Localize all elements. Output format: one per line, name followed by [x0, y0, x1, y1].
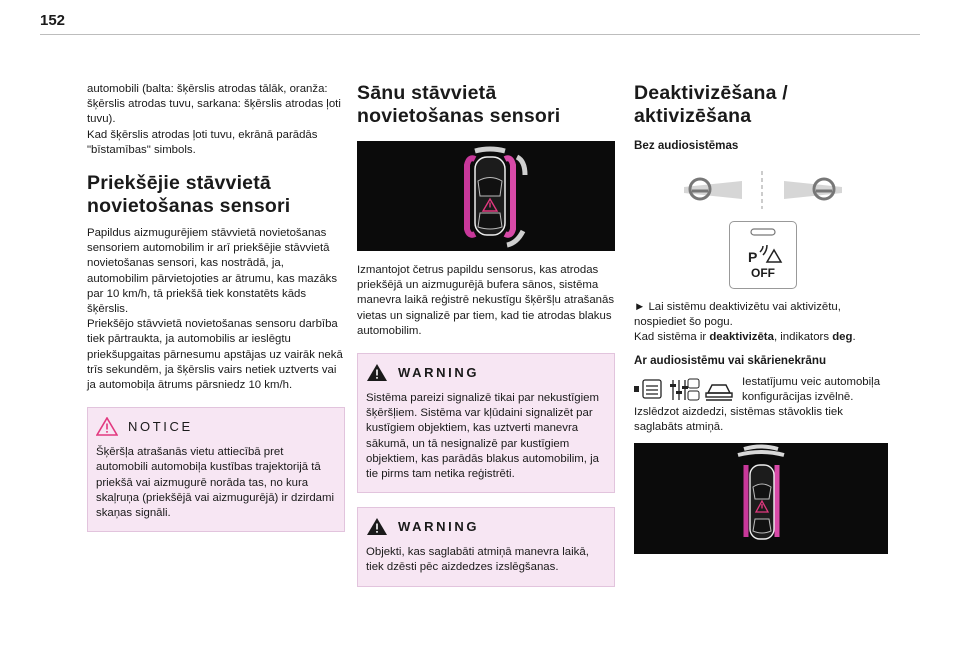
off-label: OFF — [751, 266, 775, 280]
front-sensors-body: Papildus aizmugurējiem stāvvietā novietošanas sensoriem automobilim ir arī priekšējie stāvvietā novietošanas sensori, kas nostrādā, ja, automobilim pārvietojoties ar ātrumu, kas mazāks par 10 km/h, tā priekšā tiek konstatēts kāds šķērslis. Priekšējo stāvvietā novietošanas sensoru darbība tiek pārtraukta, ja automobilis ar ieslēgtu priekšupgaitas pārnesumu apstājas uz vairāk nekā trīs sekundēm, ja šķērslis vairs netiek uztverts vai ja automobiļa ātrums pārsniedz 10 km/h. — [87, 227, 343, 392]
warning-title-1: WARNING — [398, 365, 480, 381]
status-on: deg — [832, 331, 853, 344]
side-sensors-heading: Sānu stāvvietā novietošanas sensori — [357, 82, 561, 127]
warning-text-1: Sistēma pareizi signalizē tikai par nekustīgiem šķēršļiem. Sistēma var kļūdaini signalizēt par kustīgiem objektiem, kas uztverti manevra sākumā, un tā nesignalizē par kustīgiem objektiem, kas parādās blakus automobilim, ja tie pirms tam netika reģistrēti. — [366, 392, 599, 481]
status-pre: Kad sistēma ir — [634, 331, 710, 344]
without-audio-subheading: Bez audiosistēmas — [634, 139, 739, 152]
warning-box-2 — [357, 507, 615, 586]
warning-title-2: WARNING — [398, 519, 480, 535]
column-3 — [634, 82, 892, 554]
svg-text:P: P — [748, 249, 758, 265]
icon-instruction: Iestatījumu veic automobiļa konfigurācijas izvēlnē. — [742, 375, 881, 403]
side-sensors-body: Izmantojot četrus papildu sensorus, kas atrodas priekšējā un aizmugurējā bufera sānos, sistēma manevra laikā reģistrē nekustīgu šķēršļu atrašanās vietas un signalizē par tiem, kad tie atrodas blakus automobilim. — [357, 264, 615, 337]
step-instruction: ► Lai sistēmu deaktivizētu vai aktivizētu, nospiediet šo pogu. — [634, 301, 841, 329]
car-config-icon — [706, 385, 732, 400]
page-number: 152 — [40, 12, 66, 29]
config-icons-row — [634, 375, 892, 405]
warning-box-1 — [357, 353, 615, 493]
deactivation-heading: Deaktivizēšana / aktivizēšana — [634, 82, 788, 127]
menu-icon — [634, 377, 736, 403]
notice-title: NOTICE — [128, 419, 193, 435]
intro-text: automobili (balta: šķērslis atrodas tālāk, oranža: šķērslis atrodas tuvu, sarkana: šķērslis atrodas ļoti tuvu). Kad šķērslis atrodas ļoti tuvu, ekrānā parādās "bīstamības" simbols. — [87, 83, 341, 156]
status-mid: , indikators — [773, 331, 833, 344]
status-end: . — [852, 331, 856, 344]
steering-wheel-icon — [634, 159, 892, 219]
warning-triangle-icon — [96, 417, 118, 436]
settings-sliders-icon — [670, 379, 699, 400]
column-1 — [87, 82, 345, 532]
parking-sensor-button[interactable] — [729, 221, 797, 289]
screen-illustration — [634, 443, 888, 554]
side-sensors-illustration — [357, 141, 615, 251]
status-text — [634, 330, 892, 345]
warning-triangle-icon — [366, 363, 388, 382]
status-deactivated: deaktivizēta — [709, 331, 774, 344]
warning-header-2 — [366, 517, 606, 536]
column-2 — [357, 82, 615, 587]
notice-header — [96, 417, 336, 436]
warning-header-1 — [366, 363, 606, 382]
notice-text: Šķēršļa atrašanās vietu attiecībā pret automobili automobiļa kustības trajektorijā tā priekšā vai aizmugurē norāda tas, no kura skaļruņa (priekšējā vai aizmugurējā) ir dzirdami skaņas signāli. — [96, 446, 335, 520]
with-audio-subheading: Ar audiosistēmu vai skārienekrānu — [634, 353, 827, 367]
warning-triangle-icon — [366, 517, 388, 536]
car-sensors-icon — [357, 141, 615, 251]
front-sensors-heading: Priekšējie stāvvietā novietošanas sensori — [87, 172, 291, 218]
top-rule — [40, 34, 920, 35]
after-ignition-text: Izslēdzot aizdedzi, sistēmas stāvoklis tiek saglabāts atmiņā. — [634, 406, 843, 434]
car-sensors-icon — [634, 443, 888, 554]
notice-box — [87, 407, 345, 532]
warning-text-2: Objekti, kas saglabāti atmiņā manevra laikā, tiek dzēsti pēc aizdedzes izslēgšanas. — [366, 546, 589, 574]
steering-wheels-illustration — [634, 159, 892, 219]
